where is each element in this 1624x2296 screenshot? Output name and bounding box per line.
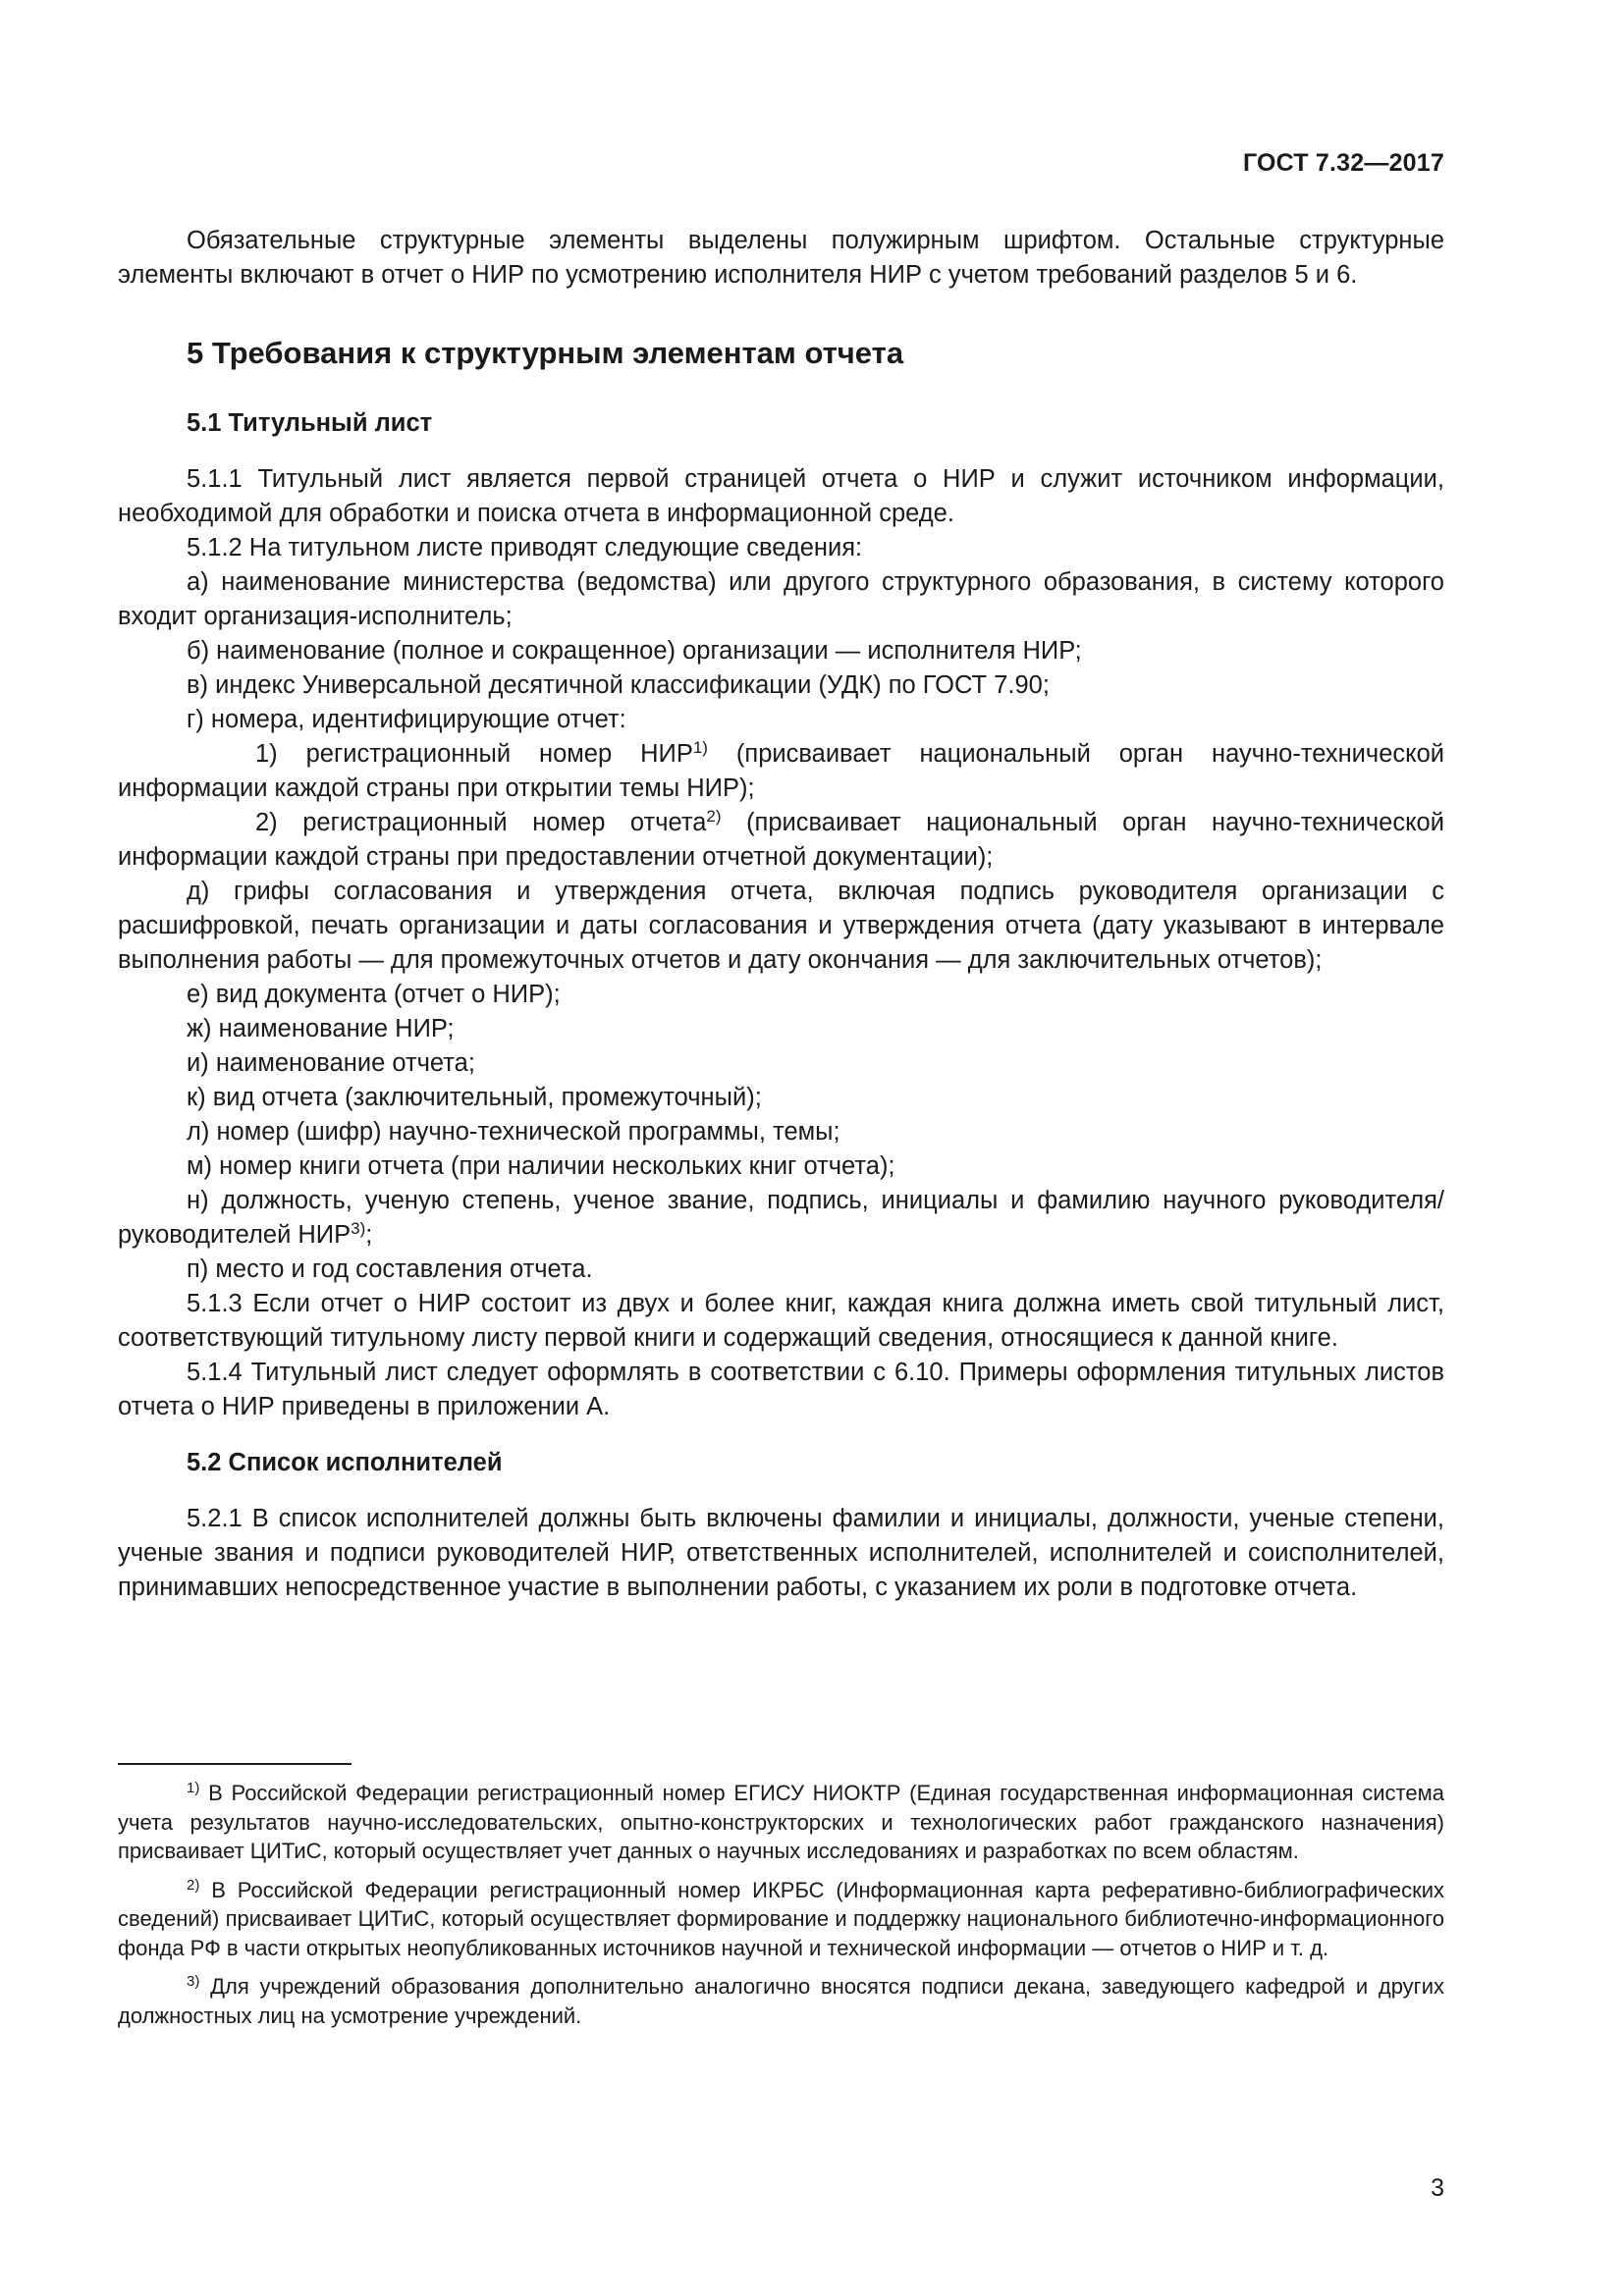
list-item-v: в) индекс Универсальной десятичной классификации (УДК) по ГОСТ 7.90; bbox=[187, 671, 1050, 699]
footnote-ref-2: 2) bbox=[706, 807, 722, 826]
list-item-i: и) наименование отчета; bbox=[187, 1049, 475, 1077]
footnote-3-marker: 3) bbox=[187, 1973, 200, 1990]
list-item-n-text: н) должность, ученую степень, ученое звание, подпись, инициалы и фамилию научного руководителя/руководителей НИР bbox=[118, 1187, 1444, 1249]
list-subitem-g1 bbox=[118, 737, 1444, 806]
intro-paragraph: Обязательные структурные элементы выделены полужирным шрифтом. Остальные структурные элементы включают в отчет о НИР по усмотрению исполнителя НИР с учетом требований разделов 5 и 6. bbox=[118, 227, 1444, 289]
list-item-n bbox=[118, 1184, 1444, 1253]
list-item-n-rest: ; bbox=[365, 1221, 373, 1249]
footnote-1-text: В Российской Федерации регистрационный номер ЕГИСУ НИОКТР (Единая государственная информационная система учета результатов научно-исследовательских, опытно-конструкторских и технологических работ гражданского назначения) присваивает ЦИТиС, который осуществляет учет данных о научных исследованиях и разработках по всем областям. bbox=[118, 1781, 1444, 1863]
page-number: 3 bbox=[1431, 2174, 1444, 2202]
footnote-1 bbox=[118, 1779, 1444, 1866]
list-item-a: а) наименование министерства (ведомства) или другого структурного образования, в систему которого входит организация-исполнитель; bbox=[118, 568, 1444, 630]
subsection-5-2-heading: 5.2 Список исполнителей bbox=[187, 1449, 503, 1476]
paragraph-5-1-1: 5.1.1 Титульный лист является первой страницей отчета о НИР и служит источником информации, необходимой для обработки и поиска отчета в информационной среде. bbox=[118, 465, 1444, 527]
document-code-header: ГОСТ 7.32—2017 bbox=[1242, 149, 1444, 177]
list-item-l: л) номер (шифр) научно-технической программы, темы; bbox=[187, 1118, 840, 1146]
footnote-1-marker: 1) bbox=[187, 1780, 200, 1796]
footnote-3 bbox=[118, 1972, 1444, 2030]
list-item-p: п) место и год составления отчета. bbox=[187, 1255, 593, 1283]
list-item-g: г) номера, идентифицирующие отчет: bbox=[187, 706, 626, 733]
footnote-separator bbox=[118, 1763, 352, 1765]
footnote-3-text: Для учреждений образования дополнительно аналогично вносятся подписи декана, заведующего кафедрой и других должностных лиц на усмотрение учреждений. bbox=[118, 1974, 1444, 2028]
paragraph-5-2-1: 5.2.1 В список исполнителей должны быть включены фамилии и инициалы, должности, ученые степени, ученые звания и подписи руководителей НИР, ответственных исполнителей, исполнителей и соисполнителей, принимавших непосредственное участие в выполнении работы, с указанием их роли в подготовке отчета. bbox=[118, 1505, 1444, 1601]
footnote-2-text: В Российской Федерации регистрационный номер ИКРБС (Информационная карта реферативно-библиографических сведений) присваивает ЦИТиС, который осуществляет формирование и поддержку национального библиотечно-информационного фонда РФ в части открытых неопубликованных источников научной и технической информации — отчетов о НИР и т. д. bbox=[118, 1877, 1444, 1960]
footnote-2-marker: 2) bbox=[187, 1876, 200, 1894]
footnote-ref-1: 1) bbox=[692, 738, 708, 757]
subsection-5-1-heading: 5.1 Титульный лист bbox=[187, 409, 433, 437]
list-subitem-g1-rest: (присваивает национальный орган научно-технической информации каждой страны при открытии темы НИР); bbox=[118, 740, 1444, 802]
list-subitem-g2 bbox=[118, 806, 1444, 875]
paragraph-5-1-2: 5.1.2 На титульном листе приводят следующие сведения: bbox=[187, 534, 863, 561]
paragraph-5-1-3: 5.1.3 Если отчет о НИР состоит из двух и более книг, каждая книга должна иметь свой титульный лист, соответствующий титульному листу первой книги и содержащий сведения, относящиеся к данной книге. bbox=[118, 1290, 1444, 1352]
list-subitem-g2-rest: (присваивает национальный орган научно-технической информации каждой страны при предоставлении отчетной документации); bbox=[118, 809, 1444, 871]
list-subitem-g1-text: 1) регистрационный номер НИР bbox=[255, 740, 693, 768]
paragraph-5-1-4: 5.1.4 Титульный лист следует оформлять в соответствии с 6.10. Примеры оформления титульных листов отчета о НИР приведены в приложении А. bbox=[118, 1359, 1444, 1420]
list-item-m: м) номер книги отчета (при наличии нескольких книг отчета); bbox=[187, 1152, 895, 1180]
list-item-e: е) вид документа (отчет о НИР); bbox=[187, 981, 561, 1008]
footnote-ref-3: 3) bbox=[351, 1219, 366, 1238]
list-item-zh: ж) наименование НИР; bbox=[187, 1015, 455, 1042]
footnote-2 bbox=[118, 1876, 1444, 1963]
list-item-d: д) грифы согласования и утверждения отчета, включая подпись руководителя организации с расшифровкой, печать организации и даты согласования и утверждения отчета (дату указывают в интервале выполнения работы — для промежуточных отчетов и дату окончания — для заключительных отчетов); bbox=[118, 878, 1444, 974]
footnotes-block bbox=[118, 1779, 1444, 2040]
section-5-heading: 5 Требования к структурным элементам отчета bbox=[187, 336, 904, 370]
list-item-b: б) наименование (полное и сокращенное) организации — исполнителя НИР; bbox=[187, 637, 1082, 665]
main-content bbox=[118, 224, 1444, 1605]
list-subitem-g2-text: 2) регистрационный номер отчета bbox=[255, 809, 707, 836]
list-item-k: к) вид отчета (заключительный, промежуточный); bbox=[187, 1084, 762, 1111]
